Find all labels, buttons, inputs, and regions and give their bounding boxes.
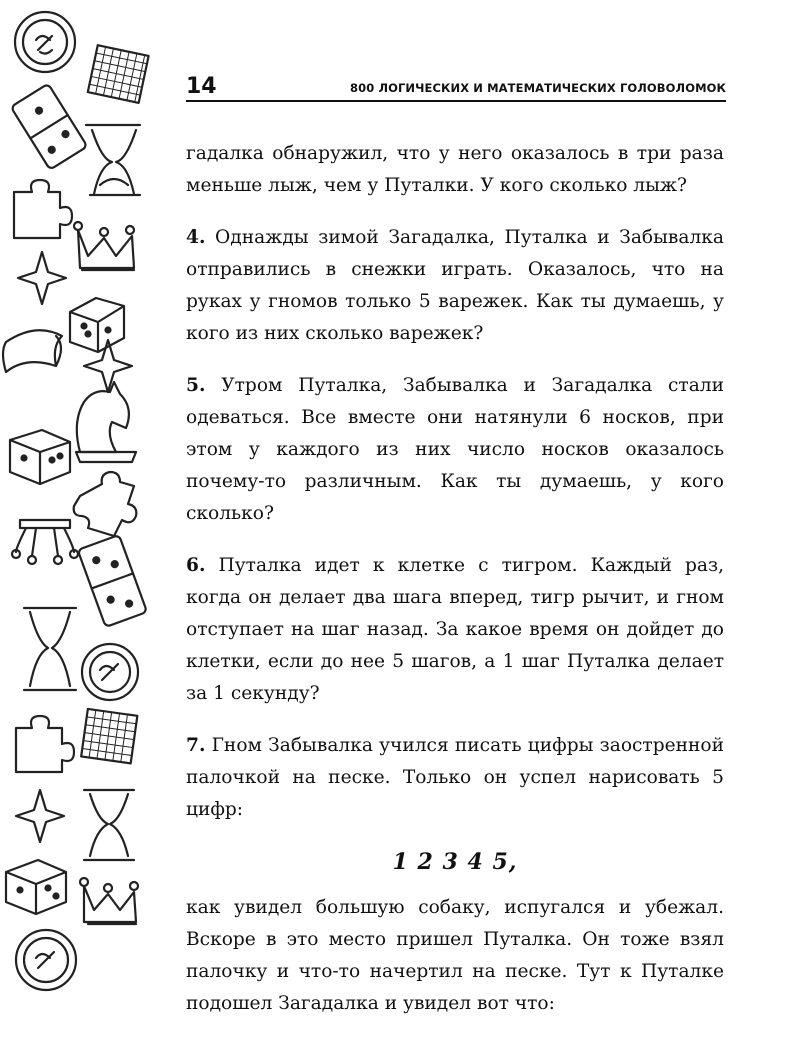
- running-title: 800 ЛОГИЧЕСКИХ И МАТЕМАТИЧЕСКИХ ГОЛОВОЛОМОК: [350, 81, 726, 95]
- star-icon: [16, 790, 64, 842]
- paragraph-continued: [186, 138, 724, 202]
- hourglass-icon: [86, 125, 140, 195]
- problem-text: Однажды зимой Загадалка, Путалка и Забывалка отправились в снежки играть. Оказалось, что на руках у гномов только 5 варежек. Как ты думаешь, у кого из них сколько варежек?: [186, 227, 724, 344]
- hourglass-icon: [84, 790, 134, 860]
- coin-icon: [15, 12, 75, 72]
- crown-icon: [74, 222, 134, 270]
- coin-icon: [16, 930, 76, 990]
- domino-icon: [11, 84, 88, 170]
- problem-text: Гном Забывалка учился писать цифры заостренной палочкой на песке. Только он успел нарисовать 5 цифр:: [186, 735, 724, 820]
- coin-icon: [82, 644, 138, 700]
- hourglass-icon: [24, 608, 76, 690]
- body-text: [186, 138, 724, 1040]
- crown-icon: [80, 878, 138, 924]
- grid-icon: [81, 709, 137, 763]
- problem-number: 5.: [186, 375, 206, 396]
- paragraph-continuation: [186, 892, 724, 1020]
- problem-number: 7.: [186, 735, 206, 756]
- crown-icon: [12, 520, 78, 564]
- dice-icon: [10, 430, 70, 484]
- star-icon: [18, 252, 66, 304]
- dice-icon: [6, 860, 66, 914]
- problem-text: Утром Путалка, Забывалка и Загадалка стали одеваться. Все вместе они натянули 6 носков, при этом у каждого из них число носков оказалось почему-то различным. Как ты думаешь, у кого сколько?: [186, 375, 724, 524]
- problem-6: [186, 550, 724, 710]
- problem-4: [186, 222, 724, 350]
- puzzle-piece-icon: [74, 472, 137, 536]
- paragraph-text: как увидел большую собаку, испугался и убежал. Вскоре в это место пришел Путалка. Он тоже взял палочку и что-то начертил на песке. Тут к Путалке подошел Загадалка и увидел вот что:: [186, 897, 724, 1014]
- grid-icon: [88, 45, 149, 103]
- puzzle-piece-icon: [14, 180, 72, 238]
- problem-text: Путалка идет к клетке с тигром. Каждый раз, когда он делает два шага вперед, тигр рычит, и гном отступает на шаг назад. За какое время он дойдет до клетки, если до нее 5 шагов, а 1 шаг Путалка делает за 1 секунду?: [186, 555, 724, 704]
- margin-decoration: [0, 0, 170, 1000]
- puzzle-piece-icon: [16, 716, 74, 772]
- problem-5: [186, 370, 724, 530]
- header-divider: [186, 100, 726, 102]
- dice-icon: [70, 298, 124, 352]
- scroll-icon: [3, 330, 62, 372]
- problem-number: 6.: [186, 555, 206, 576]
- page-number: 14: [186, 74, 217, 99]
- chess-knight-icon: [76, 382, 136, 462]
- problem-7: [186, 730, 724, 826]
- domino-icon: [78, 535, 147, 627]
- paragraph-text: гадалка обнаружил, что у него оказалось в три раза меньше лыж, чем у Путалки. У кого сколько лыж?: [186, 143, 724, 196]
- digits-sequence: 1 2 3 4 5,: [392, 849, 518, 875]
- problem-number: 4.: [186, 227, 206, 248]
